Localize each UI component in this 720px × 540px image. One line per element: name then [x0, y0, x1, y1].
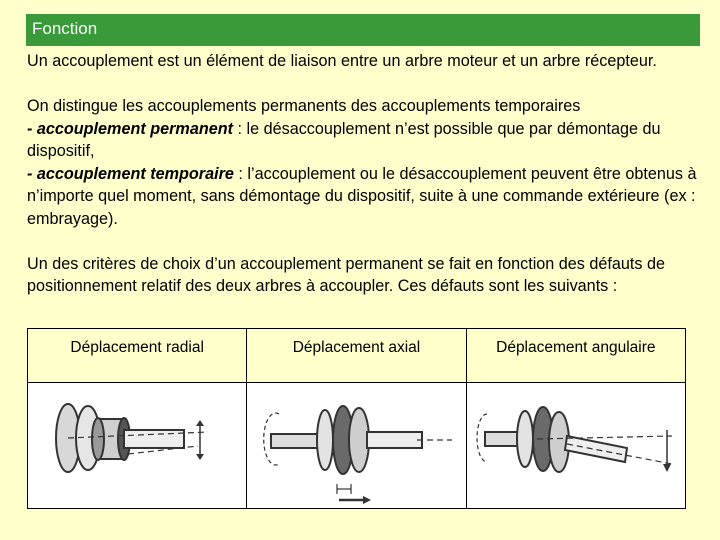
figure-cell-axial: [247, 383, 466, 509]
paragraph-temporary: [27, 163, 697, 231]
title-bar: [26, 14, 700, 46]
figure-cell-angular: [466, 383, 685, 509]
term-permanent: - accouplement permanent: [27, 119, 233, 138]
paragraph-definition: Un accouplement est un élément de liaison entre un arbre moteur et un arbre récepteur.: [27, 52, 657, 70]
paragraph-types-intro: On distingue les accouplements permanents des accouplements temporaires: [27, 97, 581, 115]
paragraph-criteria: Un des critères de choix d’un accouplement permanent se fait en fonction des défauts de positionnement relatif des deux arbres à accoupler. Ces défauts sont les suivants :: [27, 254, 665, 295]
table-header-row: [28, 329, 686, 383]
slide-title: Fonction: [32, 19, 98, 38]
figure-cell-radial: [28, 383, 247, 509]
text-permanent: : le désaccouplement n’est possible que par démontage du dispositif,: [27, 119, 661, 160]
radial-displacement-illustration: [28, 384, 246, 508]
body-text: [27, 50, 697, 298]
header-radial: Déplacement radial: [28, 329, 247, 383]
header-axial: Déplacement axial: [247, 329, 466, 383]
angular-displacement-illustration: [467, 384, 685, 508]
term-temporary: - accouplement temporaire: [27, 164, 234, 183]
displacement-table: [27, 328, 686, 509]
header-angular: Déplacement angulaire: [466, 329, 685, 383]
text-temporary: : l’accouplement ou le désaccouplement peuvent être obtenus à n’importe quel moment, sans démontage du dispositif, suite à une commande extérieure (ex : embrayage).: [27, 164, 697, 228]
table-figure-row: [28, 383, 686, 509]
paragraph-permanent: [27, 118, 697, 163]
axial-displacement-illustration: [247, 384, 465, 508]
